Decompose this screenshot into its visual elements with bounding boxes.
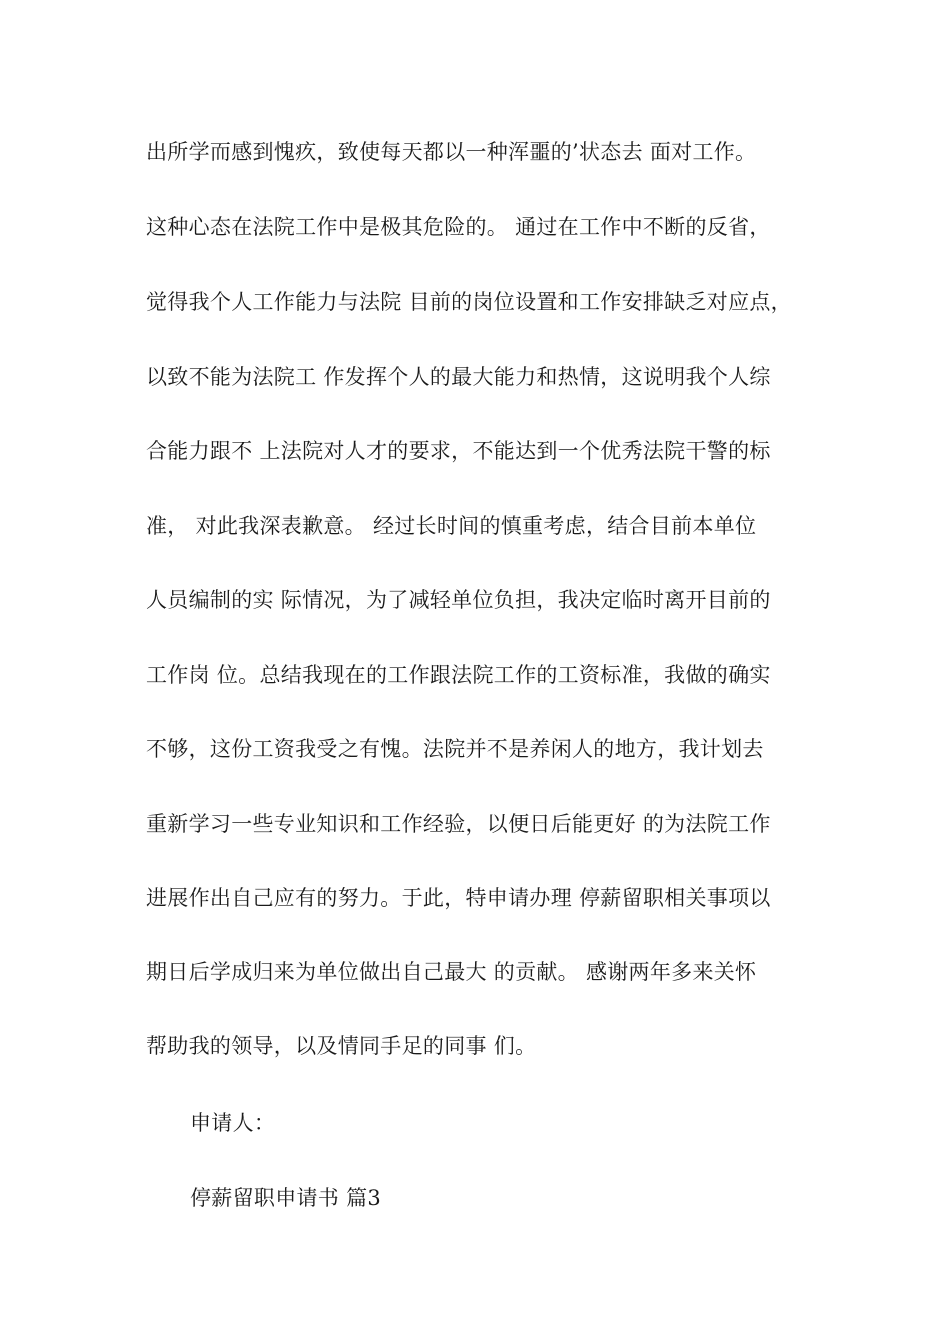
section-title: 停薪留职申请书 篇3: [190, 1186, 382, 1210]
body-line: 期日后学成归来为单位做出自己最大 的贡献。 感谢两年多来关怀: [146, 960, 757, 984]
body-line: 准， 对此我深表歉意。 经过长时间的慎重考虑，结合目前本单位: [146, 514, 757, 538]
body-line: 这种心态在法院工作中是极其危险的。 通过在工作中不断的反省，: [146, 215, 771, 239]
body-line: 帮助我的领导，以及情同手足的同事 们。: [146, 1034, 537, 1058]
body-line: 出所学而感到愧疚，致使每天都以一种浑噩的’状态去 面对工作。: [146, 140, 757, 164]
body-line: 以致不能为法院工 作发挥个人的最大能力和热情，这说明我个人综: [146, 365, 771, 389]
body-line: 合能力跟不 上法院对人才的要求，不能达到一个优秀法院干警的标: [146, 439, 771, 463]
body-line: 重新学习一些专业知识和工作经验，以便日后能更好 的为法院工作: [146, 812, 771, 836]
applicant-label: 申请人：: [190, 1111, 276, 1135]
body-line: 工作岗 位。总结我现在的工作跟法院工作的工资标准，我做的确实: [146, 663, 771, 687]
body-line: 觉得我个人工作能力与法院 目前的岗位设置和工作安排缺乏对应点，: [146, 290, 792, 314]
body-line: 人员编制的实 际情况，为了减轻单位负担，我决定临时离开目前的: [146, 588, 771, 612]
body-line: 进展作出自己应有的努力。于此，特申请办理 停薪留职相关事项以: [146, 886, 771, 910]
body-line: 不够，这份工资我受之有愧。法院并不是养闲人的地方，我计划去: [146, 737, 764, 761]
